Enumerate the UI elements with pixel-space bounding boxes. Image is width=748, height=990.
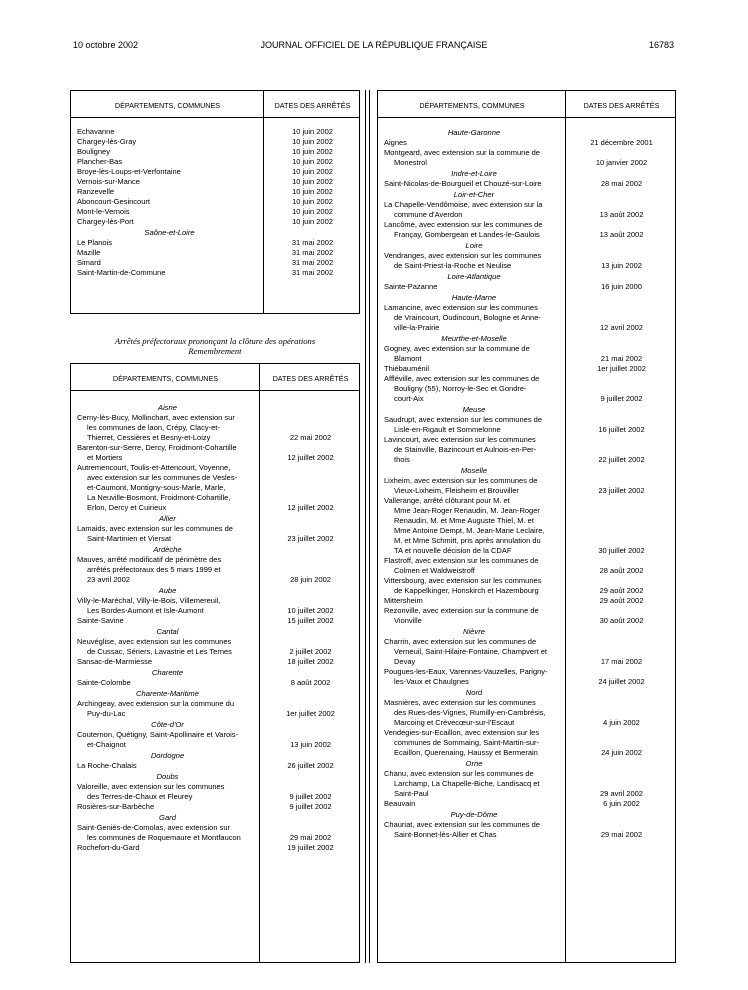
commune-text: Barenton-sur-Serre, Dercy, Froidmont-Cohartille xyxy=(77,443,237,452)
decree-date: 10 janvier 2002 xyxy=(595,158,648,167)
decree-date: 30 août 2002 xyxy=(599,616,644,625)
commune-text: Vernois-sur-Mance xyxy=(77,177,140,186)
commune-text: TA et nouvelle décision de la CDAF xyxy=(394,546,512,555)
decree-date: 16 juillet 2002 xyxy=(598,425,645,434)
table-row xyxy=(378,769,675,799)
decree-date: 31 mai 2002 xyxy=(291,248,334,257)
decree-date: 10 juin 2002 xyxy=(292,167,333,176)
table-right xyxy=(377,90,676,963)
table-row xyxy=(378,374,675,404)
table-row xyxy=(71,802,359,812)
department-heading: Gard xyxy=(159,813,176,822)
commune-text: court-Aix xyxy=(394,394,424,403)
decree-date: 29 avril 2002 xyxy=(600,789,643,798)
commune-text: Affléville, avec extension sur les communes de xyxy=(384,374,540,383)
table-row xyxy=(378,820,675,840)
commune-text: Gogney, avec extension sur la commune de xyxy=(384,344,530,353)
decree-date: 13 août 2002 xyxy=(599,210,644,219)
table-row xyxy=(378,728,675,758)
table-row xyxy=(71,207,359,217)
commune-text: Villy-le-Maréchal, Villy-le-Bois, Villemereuil, xyxy=(77,596,221,605)
commune-text: Lavincourt, avec extension sur les communes xyxy=(384,435,536,444)
table-row xyxy=(71,177,359,187)
decree-date: 10 juin 2002 xyxy=(292,157,333,166)
table-row xyxy=(378,200,675,220)
decree-date: 28 mai 2002 xyxy=(600,179,643,188)
decree-date: 4 juin 2002 xyxy=(603,718,640,727)
department-heading: Aube xyxy=(158,586,177,595)
commune-text: Sainte-Savine xyxy=(77,616,124,625)
decree-date: 10 juin 2002 xyxy=(292,207,333,216)
table-row xyxy=(71,197,359,207)
table-row xyxy=(378,344,675,364)
table-row xyxy=(71,524,359,544)
decree-date: 1er juillet 2002 xyxy=(286,709,335,718)
table-row xyxy=(378,576,675,596)
commune-text: M. et Mme Schmitt, pris après annulation du xyxy=(394,536,541,545)
column-header-dates: DATES DES ARRÊTÉS xyxy=(583,101,660,110)
table-row xyxy=(378,251,675,271)
commune-text: Lisle-en-Rigault et Sommelonne xyxy=(394,425,501,434)
commune-text: Rochefort-du-Gard xyxy=(77,843,140,852)
commune-text: Cerny-lès-Bucy, Mollinchart, avec extension sur xyxy=(77,413,235,422)
department-heading: Meuse xyxy=(462,405,486,414)
decree-date: 28 août 2002 xyxy=(599,566,644,575)
commune-text: Thierret, Cessières et Besny-et-Loizy xyxy=(87,433,211,442)
commune-text: Charrin, avec extension sur les communes de xyxy=(384,637,537,646)
table-row xyxy=(71,268,359,278)
commune-text: Larchamp, La Chapelle-Biche, Landisacq et xyxy=(394,779,540,788)
commune-text: Saint-Bonnet-lès-Allier et Chas xyxy=(394,830,497,839)
department-heading: Indre-et-Loire xyxy=(451,169,497,178)
commune-text: les communes de laon, Crépy, Clacy-et- xyxy=(87,423,220,432)
caption-title: Arrêtés préfectoraux prononçant la clôture des opérations xyxy=(114,336,316,346)
header-page-number: 16783 xyxy=(648,40,674,50)
commune-text: Lixheim, avec extension sur les communes de xyxy=(384,476,538,485)
department-heading: Haute-Marne xyxy=(451,293,497,302)
table-row xyxy=(378,667,675,687)
commune-text: Chargey-lès-Gray xyxy=(77,137,137,146)
department-heading: Orne xyxy=(465,759,483,768)
table-row xyxy=(71,147,359,157)
decree-date: 21 mai 2002 xyxy=(600,354,643,363)
table-row xyxy=(71,187,359,197)
decree-date: 31 mai 2002 xyxy=(291,268,334,277)
commune-text: Puy-du-Lac xyxy=(87,709,126,718)
commune-text: et-Caumont, Montigny-sous-Marle, Marle, xyxy=(87,483,226,492)
department-heading: Loir-et-Cher xyxy=(453,190,495,199)
commune-text: Pougues-les-Eaux, Varennes-Vauzelles, Parigny- xyxy=(384,667,548,676)
decree-date: 17 mai 2002 xyxy=(600,657,643,666)
table-row xyxy=(378,364,675,374)
commune-text: 23 avril 2002 xyxy=(87,575,130,584)
commune-text: Saint-Martin-de-Commune xyxy=(77,268,166,277)
decree-date: 31 mai 2002 xyxy=(291,238,334,247)
decree-date: 28 juin 2002 xyxy=(290,575,331,584)
commune-text: Aignes xyxy=(384,138,407,147)
commune-text: Rezonville, avec extension sur la commune de xyxy=(384,606,539,615)
commune-text: Renaudin, M. et Mme Auguste Thiel, M. et xyxy=(394,516,534,525)
table-row xyxy=(71,157,359,167)
commune-text: Mauves, arrêté modificatif de périmètre des xyxy=(77,555,222,564)
decree-date: 12 avril 2002 xyxy=(600,323,643,332)
table-row xyxy=(378,148,675,168)
table-row xyxy=(71,782,359,802)
commune-text: Mittersheim xyxy=(384,596,423,605)
commune-text: Thiébauménil xyxy=(384,364,430,373)
decree-date: 24 juin 2002 xyxy=(601,748,642,757)
commune-text: La Roche-Chalais xyxy=(77,761,137,770)
department-heading: Loire xyxy=(465,241,483,250)
commune-text: Mazille xyxy=(77,248,101,257)
table-row xyxy=(378,476,675,496)
table-row xyxy=(71,413,359,443)
department-heading: Moselle xyxy=(460,466,488,475)
table-row xyxy=(71,555,359,585)
department-heading: Doubs xyxy=(156,772,179,781)
table-row xyxy=(378,179,675,189)
section-caption xyxy=(70,336,360,356)
table-row xyxy=(71,761,359,771)
commune-text: Vieux-Lixheim, Fleisheim et Brouviller xyxy=(394,486,519,495)
commune-text: Erlon, Dercy et Cuirieux xyxy=(87,503,167,512)
decree-date: 10 juin 2002 xyxy=(292,137,333,146)
table-top-left xyxy=(70,90,360,314)
table-row xyxy=(378,637,675,667)
commune-text: Sansac-de-Marmiesse xyxy=(77,657,153,666)
commune-text: Sainte-Colombe xyxy=(77,678,131,687)
table-row xyxy=(71,137,359,147)
decree-date: 15 juillet 2002 xyxy=(287,616,334,625)
commune-text: Montgeard, avec extension sur la commune de xyxy=(384,148,540,157)
commune-text: thois xyxy=(394,455,410,464)
decree-date: 9 juillet 2002 xyxy=(600,394,643,403)
table-row xyxy=(71,443,359,463)
header-title: JOURNAL OFFICIEL DE LA RÉPUBLIQUE FRANÇAISE xyxy=(260,40,488,50)
table-row xyxy=(71,596,359,616)
commune-text: Françay, Gombergean et Landes-le-Gaulois xyxy=(394,230,540,239)
table-row xyxy=(378,496,675,556)
decree-date: 6 juin 2002 xyxy=(603,799,640,808)
commune-text: Couternon, Quétigny, Saint-Apollinaire et Varois- xyxy=(77,730,239,739)
commune-text: Colmen et Waldweistroff xyxy=(394,566,475,575)
decree-date: 13 août 2002 xyxy=(599,230,644,239)
commune-text: avec extension sur les communes de Vesles- xyxy=(87,473,238,482)
commune-text: Autremencourt, Toulis-et-Attencourt, Voyenne, xyxy=(77,463,231,472)
decree-date: 23 juillet 2002 xyxy=(287,534,334,543)
decree-date: 29 août 2002 xyxy=(599,586,644,595)
commune-text: Saint-Paul xyxy=(394,789,429,798)
department-heading: Dordogne xyxy=(150,751,185,760)
commune-text: La Neuville-Bosmont, Froidmont-Cohartille, xyxy=(87,493,231,502)
commune-text: La Chapelle-Vendômoise, avec extension sur la xyxy=(384,200,543,209)
decree-date: 24 juillet 2002 xyxy=(598,677,645,686)
commune-text: Rosières-sur-Barbèche xyxy=(77,802,155,811)
table-header xyxy=(71,91,359,118)
commune-text: Saint-Martinien et Viersat xyxy=(87,534,172,543)
commune-text: des Terres-de-Chaux et Fleurey xyxy=(87,792,193,801)
table-row xyxy=(71,463,359,513)
decree-date: 13 juin 2002 xyxy=(290,740,331,749)
table-row xyxy=(71,730,359,750)
decree-date: 10 juin 2002 xyxy=(292,147,333,156)
decree-date: 31 mai 2002 xyxy=(291,258,334,267)
decree-date: 30 juillet 2002 xyxy=(598,546,645,555)
commune-text: arrêtés préfectoraux des 5 mars 1999 et xyxy=(87,565,221,574)
table-row xyxy=(378,799,675,809)
commune-text: Chanu, avec extension sur les communes de xyxy=(384,769,534,778)
commune-text: Vionville xyxy=(394,616,422,625)
table-header xyxy=(378,91,675,118)
department-heading: Nord xyxy=(465,688,483,697)
department-heading: Nièvre xyxy=(463,627,485,636)
decree-date: 12 juillet 2002 xyxy=(287,453,334,462)
table-row xyxy=(378,435,675,465)
commune-text: Ranzevelle xyxy=(77,187,115,196)
commune-text: Bouligny (55), Norroy-le-Sec et Gondre- xyxy=(394,384,527,393)
decree-date: 21 décembre 2001 xyxy=(590,138,653,147)
commune-text: commune d'Averdon xyxy=(394,210,463,219)
column-header-dates: DATES DES ARRÊTÉS xyxy=(272,374,349,383)
commune-text: Vendranges, avec extension sur les communes xyxy=(384,251,542,260)
column-header-communes: DÉPARTEMENTS, COMMUNES xyxy=(114,101,221,110)
commune-text: des Rues-des-Vignes, Rumilly-en-Cambrésis, xyxy=(394,708,546,717)
commune-text: Saudrupt, avec extension sur les communes de xyxy=(384,415,543,424)
commune-text: Mme Antoine Dempt, M. Jean-Marie Leclaire, xyxy=(394,526,545,535)
commune-text: Verneuil, Saint-Hilaire-Fontaine, Champvert et xyxy=(394,647,547,656)
decree-date: 10 juin 2002 xyxy=(292,127,333,136)
commune-text: les-Vaux et Chaulgnes xyxy=(394,677,469,686)
table-header xyxy=(71,364,359,391)
table-row xyxy=(71,217,359,227)
department-heading: Meurthe-et-Moselle xyxy=(441,334,507,343)
commune-text: Flastroff, avec extension sur les communes de xyxy=(384,556,539,565)
department-heading: Ardèche xyxy=(153,545,182,554)
commune-text: Le Planois xyxy=(77,238,113,247)
decree-date: 10 juillet 2002 xyxy=(287,606,334,615)
commune-text: Sainte-Pazanne xyxy=(384,282,438,291)
table-row xyxy=(378,282,675,292)
department-heading: Cantal xyxy=(156,627,179,636)
decree-date: 16 juin 2000 xyxy=(601,282,642,291)
decree-date: 1er juillet 2002 xyxy=(597,364,646,373)
table-bottom-left xyxy=(70,363,360,963)
commune-text: Bouligney xyxy=(77,147,110,156)
decree-date: 18 juillet 2002 xyxy=(287,657,334,666)
table-row xyxy=(71,657,359,667)
table-row xyxy=(378,596,675,606)
table-row xyxy=(378,606,675,626)
decree-date: 10 juin 2002 xyxy=(292,197,333,206)
table-row xyxy=(71,127,359,137)
department-heading: Allier xyxy=(159,514,176,523)
department-heading: Charente-Maritime xyxy=(136,689,199,698)
decree-date: 2 juillet 2002 xyxy=(289,647,332,656)
table-row xyxy=(378,415,675,435)
decree-date: 29 mai 2002 xyxy=(600,830,643,839)
commune-text: Vallerange, arrêté clôturant pour M. et xyxy=(384,496,510,505)
commune-text: de Vraincourt, Oudincourt, Bologne et Anne- xyxy=(394,313,541,322)
decree-date: 10 juin 2002 xyxy=(292,177,333,186)
commune-text: Beauvain xyxy=(384,799,416,808)
table-row xyxy=(378,698,675,728)
department-heading: Côte-d'Or xyxy=(151,720,184,729)
commune-text: Lancôme, avec extension sur les communes de xyxy=(384,220,543,229)
department-heading: Haute-Garonne xyxy=(447,128,501,137)
commune-text: Blamont xyxy=(394,354,422,363)
column-header-dates: DATES DES ARRÊTÉS xyxy=(274,101,351,110)
commune-text: de Cussac, Sériers, Lavastrie et Les Ternes xyxy=(87,647,232,656)
decree-date: 19 juillet 2002 xyxy=(287,843,334,852)
decree-date: 23 juillet 2002 xyxy=(598,486,645,495)
commune-text: Marcoing et Crèvecœur-sur-l'Escaut xyxy=(394,718,515,727)
commune-text: Valoreille, avec extension sur les communes xyxy=(77,782,225,791)
decree-date: 13 juin 2002 xyxy=(601,261,642,270)
table-row xyxy=(378,138,675,148)
commune-text: Simard xyxy=(77,258,101,267)
table-row xyxy=(71,167,359,177)
table-row xyxy=(71,238,359,248)
decree-date: 12 juillet 2002 xyxy=(287,503,334,512)
commune-text: Monestrol xyxy=(394,158,427,167)
commune-text: Les Bordes-Aumont et Isle-Aumont xyxy=(87,606,204,615)
table-row xyxy=(71,616,359,626)
decree-date: 29 août 2002 xyxy=(599,596,644,605)
commune-text: Masnières, avec extension sur les communes xyxy=(384,698,536,707)
department-heading: Aisne xyxy=(158,403,177,412)
commune-text: Vendegies-sur-Ecaillon, avec extension sur les xyxy=(384,728,540,737)
decree-date: 9 juillet 2002 xyxy=(289,802,332,811)
caption-subtitle: Remembrement xyxy=(188,346,242,356)
department-heading: Charente xyxy=(151,668,184,677)
commune-text: Mont-le-Vernois xyxy=(77,207,130,216)
commune-text: Vittersbourg, avec extension sur les communes xyxy=(384,576,542,585)
table-row xyxy=(378,303,675,333)
header-date: 10 octobre 2002 xyxy=(73,40,139,50)
commune-text: Archingeay, avec extension sur la commune du xyxy=(77,699,235,708)
table-row xyxy=(378,556,675,576)
commune-text: et Mortiers xyxy=(87,453,123,462)
table-row xyxy=(71,248,359,258)
commune-text: Echavanne xyxy=(77,127,115,136)
table-row xyxy=(378,220,675,240)
commune-text: de Kappelkinger, Honskirch et Hazembourg xyxy=(394,586,539,595)
table-row xyxy=(71,699,359,719)
commune-text: de Saint-Priest-la-Roche et Neulise xyxy=(394,261,512,270)
commune-text: Saint-Nicolas-de-Bourgueil et Chouzé-sur-Loire xyxy=(384,179,542,188)
commune-text: Lamaids, avec extension sur les communes de xyxy=(77,524,233,533)
commune-text: Mme Jean-Roger Renaudin, M. Jean-Roger xyxy=(394,506,540,515)
table-row xyxy=(71,678,359,688)
commune-text: Devay xyxy=(394,657,416,666)
commune-text: Aboncourt-Gesincourt xyxy=(77,197,150,206)
department-heading: Loire-Atlantique xyxy=(447,272,501,281)
decree-date: 29 mai 2002 xyxy=(289,833,332,842)
decree-date: 10 juin 2002 xyxy=(292,217,333,226)
department-heading: Saône-et-Loire xyxy=(144,228,195,237)
commune-text: et-Chaignot xyxy=(87,740,126,749)
table-row xyxy=(71,843,359,853)
commune-text: ville-la-Prairie xyxy=(394,323,440,332)
department-heading: Puy-de-Dôme xyxy=(450,810,498,819)
decree-date: 8 août 2002 xyxy=(290,678,331,687)
column-separator xyxy=(365,90,370,963)
column-header-communes: DÉPARTEMENTS, COMMUNES xyxy=(112,374,219,383)
commune-text: Saint-Geniès-de-Comolas, avec extension sur xyxy=(77,823,230,832)
table-row xyxy=(71,258,359,268)
commune-text: Lamancine, avec extension sur les communes xyxy=(384,303,538,312)
commune-text: les communes de Roquemaure et Montfaucon xyxy=(87,833,241,842)
commune-text: Ecaillon, Querenaing, Haussy et Bermerain xyxy=(394,748,538,757)
decree-date: 26 juillet 2002 xyxy=(287,761,334,770)
column-header-communes: DÉPARTEMENTS, COMMUNES xyxy=(419,101,525,110)
decree-date: 22 mai 2002 xyxy=(289,433,332,442)
commune-text: Plancher-Bas xyxy=(77,157,123,166)
commune-text: Neuvéglise, avec extension sur les communes xyxy=(77,637,232,646)
decree-date: 9 juillet 2002 xyxy=(289,792,332,801)
commune-text: Broye-lès-Loups-et-Verfontaine xyxy=(77,167,181,176)
commune-text: Chargey-lès-Port xyxy=(77,217,134,226)
commune-text: Chauriat, avec extension sur les communes de xyxy=(384,820,540,829)
commune-text: de Stainville, Bazincourt et Aulnois-en-Per- xyxy=(394,445,537,454)
commune-text: communes de Sommaing, Saint-Martin-sur- xyxy=(394,738,540,747)
table-row xyxy=(71,637,359,657)
decree-date: 10 juin 2002 xyxy=(292,187,333,196)
table-row xyxy=(71,823,359,843)
decree-date: 22 juillet 2002 xyxy=(598,455,645,464)
